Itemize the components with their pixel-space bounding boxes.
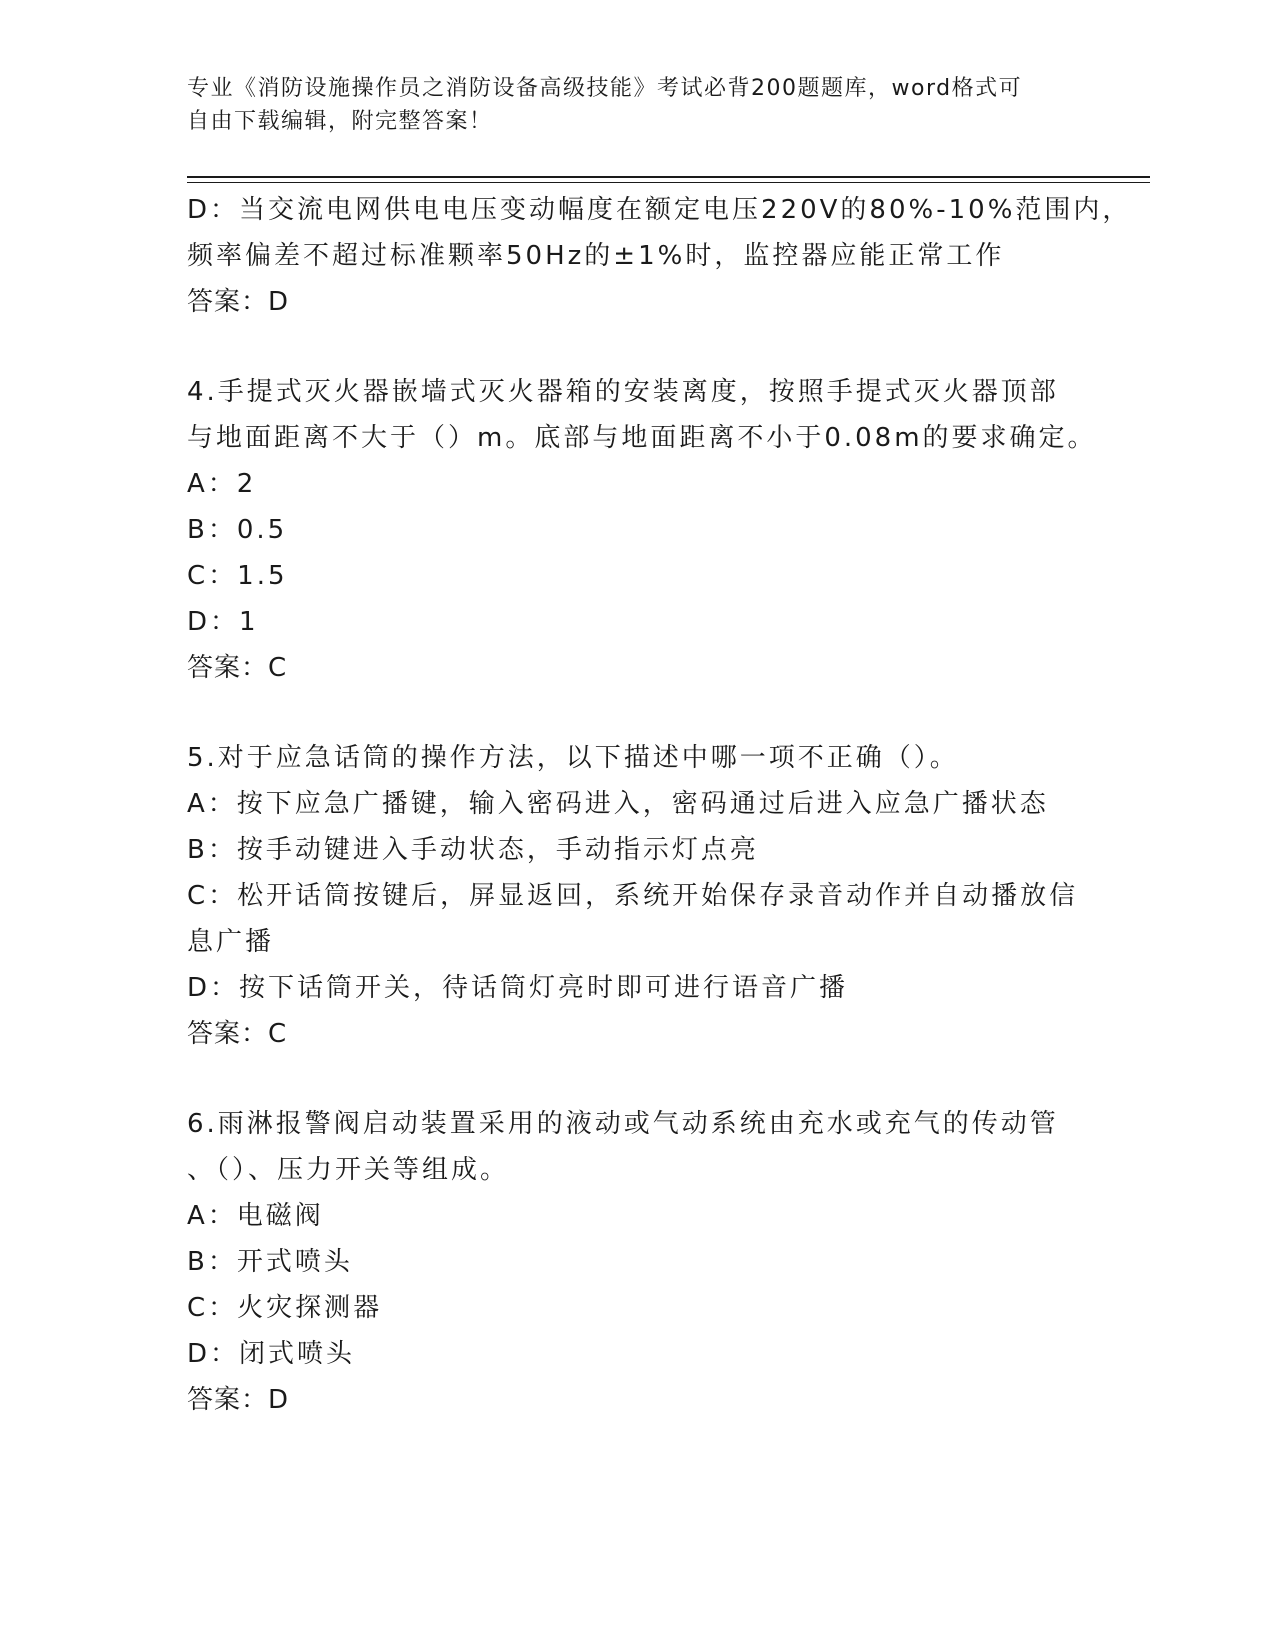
question-stem-line-1: 4.手提式灭火器嵌墙式灭火器箱的安装离度，按照手提式灭火器顶部: [187, 377, 1059, 407]
option-b: B：按手动键进入手动状态，手动指示灯点亮: [187, 835, 759, 865]
option-d: D：按下话筒开关，待话筒灯亮时即可进行语音广播: [187, 973, 849, 1003]
header-line-2: 自由下载编辑，附完整答案！: [187, 109, 493, 134]
option-a: A：按下应急广播键，输入密码进入，密码通过后进入应急广播状态: [187, 789, 1049, 819]
option-d: D：1: [187, 607, 259, 637]
option-c-line-2: 息广播: [187, 927, 275, 957]
option-a: A：电磁阀: [187, 1201, 324, 1231]
option-a: A：2: [187, 469, 257, 499]
question-stem-line-1: 6.雨淋报警阀启动装置采用的液动或气动系统由充水或充气的传动管: [187, 1109, 1059, 1139]
spacer: [187, 691, 1087, 735]
option-c-line-1: C：松开话筒按键后，屏显返回，系统开始保存录音动作并自动播放信: [187, 881, 1079, 911]
question-stem-line-2: 、（）、压力开关等组成。: [187, 1155, 510, 1185]
question-4: [187, 369, 1097, 691]
question-3-tail: [187, 187, 1132, 325]
option-b: B：0.5: [187, 515, 288, 545]
option-c: C：火灾探测器: [187, 1293, 383, 1323]
option-d-line-2: 频率偏差不超过标准颗率50Hz的±1%时，监控器应能正常工作: [187, 241, 1005, 271]
answer: 答案：D: [187, 1385, 290, 1415]
question-stem-line-2: 与地面距离不大于（）m。底部与地面距离不小于0.08m的要求确定。: [187, 423, 1097, 453]
spacer: [187, 325, 1087, 369]
header-divider-thick: [187, 176, 1150, 178]
question-5: [187, 735, 1087, 1057]
answer: 答案：C: [187, 653, 288, 683]
option-d: D：闭式喷头: [187, 1339, 356, 1369]
spacer: [187, 1057, 1087, 1101]
option-d-line-1: D：当交流电网供电电压变动幅度在额定电压220V的80%-10%范围内，: [187, 195, 1132, 225]
header-line-1: 专业《消防设施操作员之消防设备高级技能》考试必背200题题库，word格式可: [187, 76, 1023, 101]
document-header: [187, 72, 1067, 138]
answer: 答案：C: [187, 1019, 288, 1049]
option-b: B：开式喷头: [187, 1247, 353, 1277]
option-c: C：1.5: [187, 561, 288, 591]
header-divider-thin: [187, 182, 1150, 183]
document-body: [187, 187, 1132, 1423]
question-stem: 5.对于应急话筒的操作方法，以下描述中哪一项不正确（）。: [187, 743, 959, 773]
answer: 答案：D: [187, 287, 290, 317]
question-6: [187, 1101, 1087, 1423]
